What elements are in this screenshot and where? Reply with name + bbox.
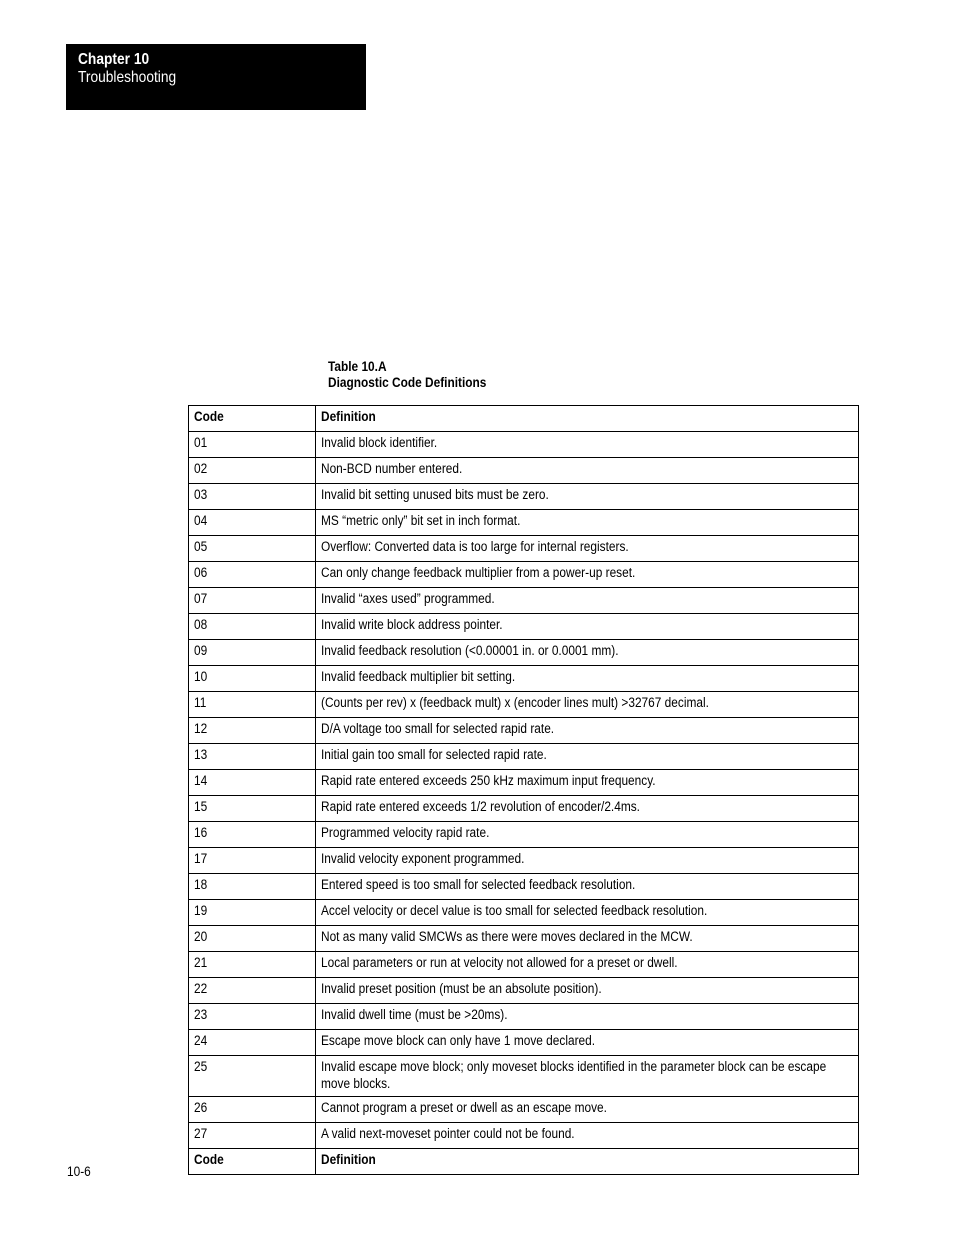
definition-cell: Invalid dwell time (must be >20ms). [316, 1004, 859, 1030]
table-row [189, 796, 859, 822]
definition-cell: Programmed velocity rapid rate. [316, 822, 859, 848]
table-row [189, 926, 859, 952]
chapter-title: Troubleshooting [78, 69, 177, 86]
table-row [189, 588, 859, 614]
definition-cell: Invalid feedback resolution (<0.00001 in. or 0.0001 mm). [316, 640, 859, 666]
table-caption [328, 359, 508, 391]
definition-cell: Invalid “axes used” programmed. [316, 588, 859, 614]
code-cell: 25 [189, 1056, 316, 1097]
definition-cell: Invalid write block address pointer. [316, 614, 859, 640]
definition-cell: Initial gain too small for selected rapid rate. [316, 744, 859, 770]
code-cell: 09 [189, 640, 316, 666]
code-cell: 17 [189, 848, 316, 874]
code-cell: 05 [189, 536, 316, 562]
table-footer-row [189, 1149, 859, 1175]
definition-cell: A valid next-moveset pointer could not be found. [316, 1123, 859, 1149]
table-row [189, 770, 859, 796]
code-cell: 12 [189, 718, 316, 744]
table-row [189, 510, 859, 536]
definition-cell: D/A voltage too small for selected rapid rate. [316, 718, 859, 744]
definition-cell: Local parameters or run at velocity not allowed for a preset or dwell. [316, 952, 859, 978]
table-row [189, 692, 859, 718]
table-row [189, 1004, 859, 1030]
definition-cell: MS “metric only” bit set in inch format. [316, 510, 859, 536]
code-cell: 14 [189, 770, 316, 796]
code-cell: 13 [189, 744, 316, 770]
chapter-header [66, 44, 366, 110]
definition-cell: Invalid velocity exponent programmed. [316, 848, 859, 874]
code-cell: 03 [189, 484, 316, 510]
code-cell: 04 [189, 510, 316, 536]
code-cell: 07 [189, 588, 316, 614]
code-cell: 15 [189, 796, 316, 822]
code-cell: 08 [189, 614, 316, 640]
table-row [189, 640, 859, 666]
table-row [189, 1123, 859, 1149]
code-cell: 21 [189, 952, 316, 978]
code-cell: 27 [189, 1123, 316, 1149]
table-body [189, 432, 859, 1149]
code-cell: 22 [189, 978, 316, 1004]
column-header-code: Code [189, 406, 316, 432]
definition-cell: Overflow: Converted data is too large for internal registers. [316, 536, 859, 562]
table-number: Table 10.A [328, 359, 387, 374]
code-cell: 24 [189, 1030, 316, 1056]
table-header-row [189, 406, 859, 432]
definition-cell: Invalid preset position (must be an absolute position). [316, 978, 859, 1004]
page-number: 10-6 [67, 1164, 91, 1179]
definition-cell: Rapid rate entered exceeds 1/2 revolution of encoder/2.4ms. [316, 796, 859, 822]
definition-cell: Invalid escape move block; only moveset blocks identified in the parameter block can be escape move blocks. [316, 1056, 859, 1097]
definition-cell: (Counts per rev) x (feedback mult) x (encoder lines mult) >32767 decimal. [316, 692, 859, 718]
definition-cell: Escape move block can only have 1 move declared. [316, 1030, 859, 1056]
definition-cell: Invalid feedback multiplier bit setting. [316, 666, 859, 692]
code-cell: 20 [189, 926, 316, 952]
code-cell: 16 [189, 822, 316, 848]
definition-cell: Not as many valid SMCWs as there were moves declared in the MCW. [316, 926, 859, 952]
table-row [189, 848, 859, 874]
table-row [189, 874, 859, 900]
diagnostic-code-table [188, 405, 859, 1175]
table-row [189, 458, 859, 484]
definition-cell: Rapid rate entered exceeds 250 kHz maximum input frequency. [316, 770, 859, 796]
table-row [189, 614, 859, 640]
table-row [189, 484, 859, 510]
code-cell: 11 [189, 692, 316, 718]
table-title: Diagnostic Code Definitions [328, 375, 487, 390]
table-row [189, 1056, 859, 1097]
footer-header-code: Code [189, 1149, 316, 1175]
footer-header-definition: Definition [316, 1149, 859, 1175]
table-row [189, 1097, 859, 1123]
definition-cell: Cannot program a preset or dwell as an escape move. [316, 1097, 859, 1123]
table-row [189, 562, 859, 588]
code-cell: 26 [189, 1097, 316, 1123]
definition-cell: Can only change feedback multiplier from a power-up reset. [316, 562, 859, 588]
table-row [189, 744, 859, 770]
table-row [189, 536, 859, 562]
table-row [189, 900, 859, 926]
code-cell: 19 [189, 900, 316, 926]
code-cell: 18 [189, 874, 316, 900]
column-header-definition: Definition [316, 406, 859, 432]
code-cell: 06 [189, 562, 316, 588]
chapter-number: Chapter 10 [78, 51, 150, 68]
definition-cell: Accel velocity or decel value is too small for selected feedback resolution. [316, 900, 859, 926]
table-row [189, 822, 859, 848]
definition-cell: Non-BCD number entered. [316, 458, 859, 484]
definition-cell: Invalid bit setting unused bits must be zero. [316, 484, 859, 510]
table-row [189, 432, 859, 458]
table-row [189, 1030, 859, 1056]
code-cell: 10 [189, 666, 316, 692]
code-cell: 01 [189, 432, 316, 458]
code-cell: 23 [189, 1004, 316, 1030]
definition-cell: Entered speed is too small for selected feedback resolution. [316, 874, 859, 900]
table-row [189, 666, 859, 692]
definition-cell: Invalid block identifier. [316, 432, 859, 458]
table-row [189, 718, 859, 744]
code-cell: 02 [189, 458, 316, 484]
table-row [189, 952, 859, 978]
table-row [189, 978, 859, 1004]
